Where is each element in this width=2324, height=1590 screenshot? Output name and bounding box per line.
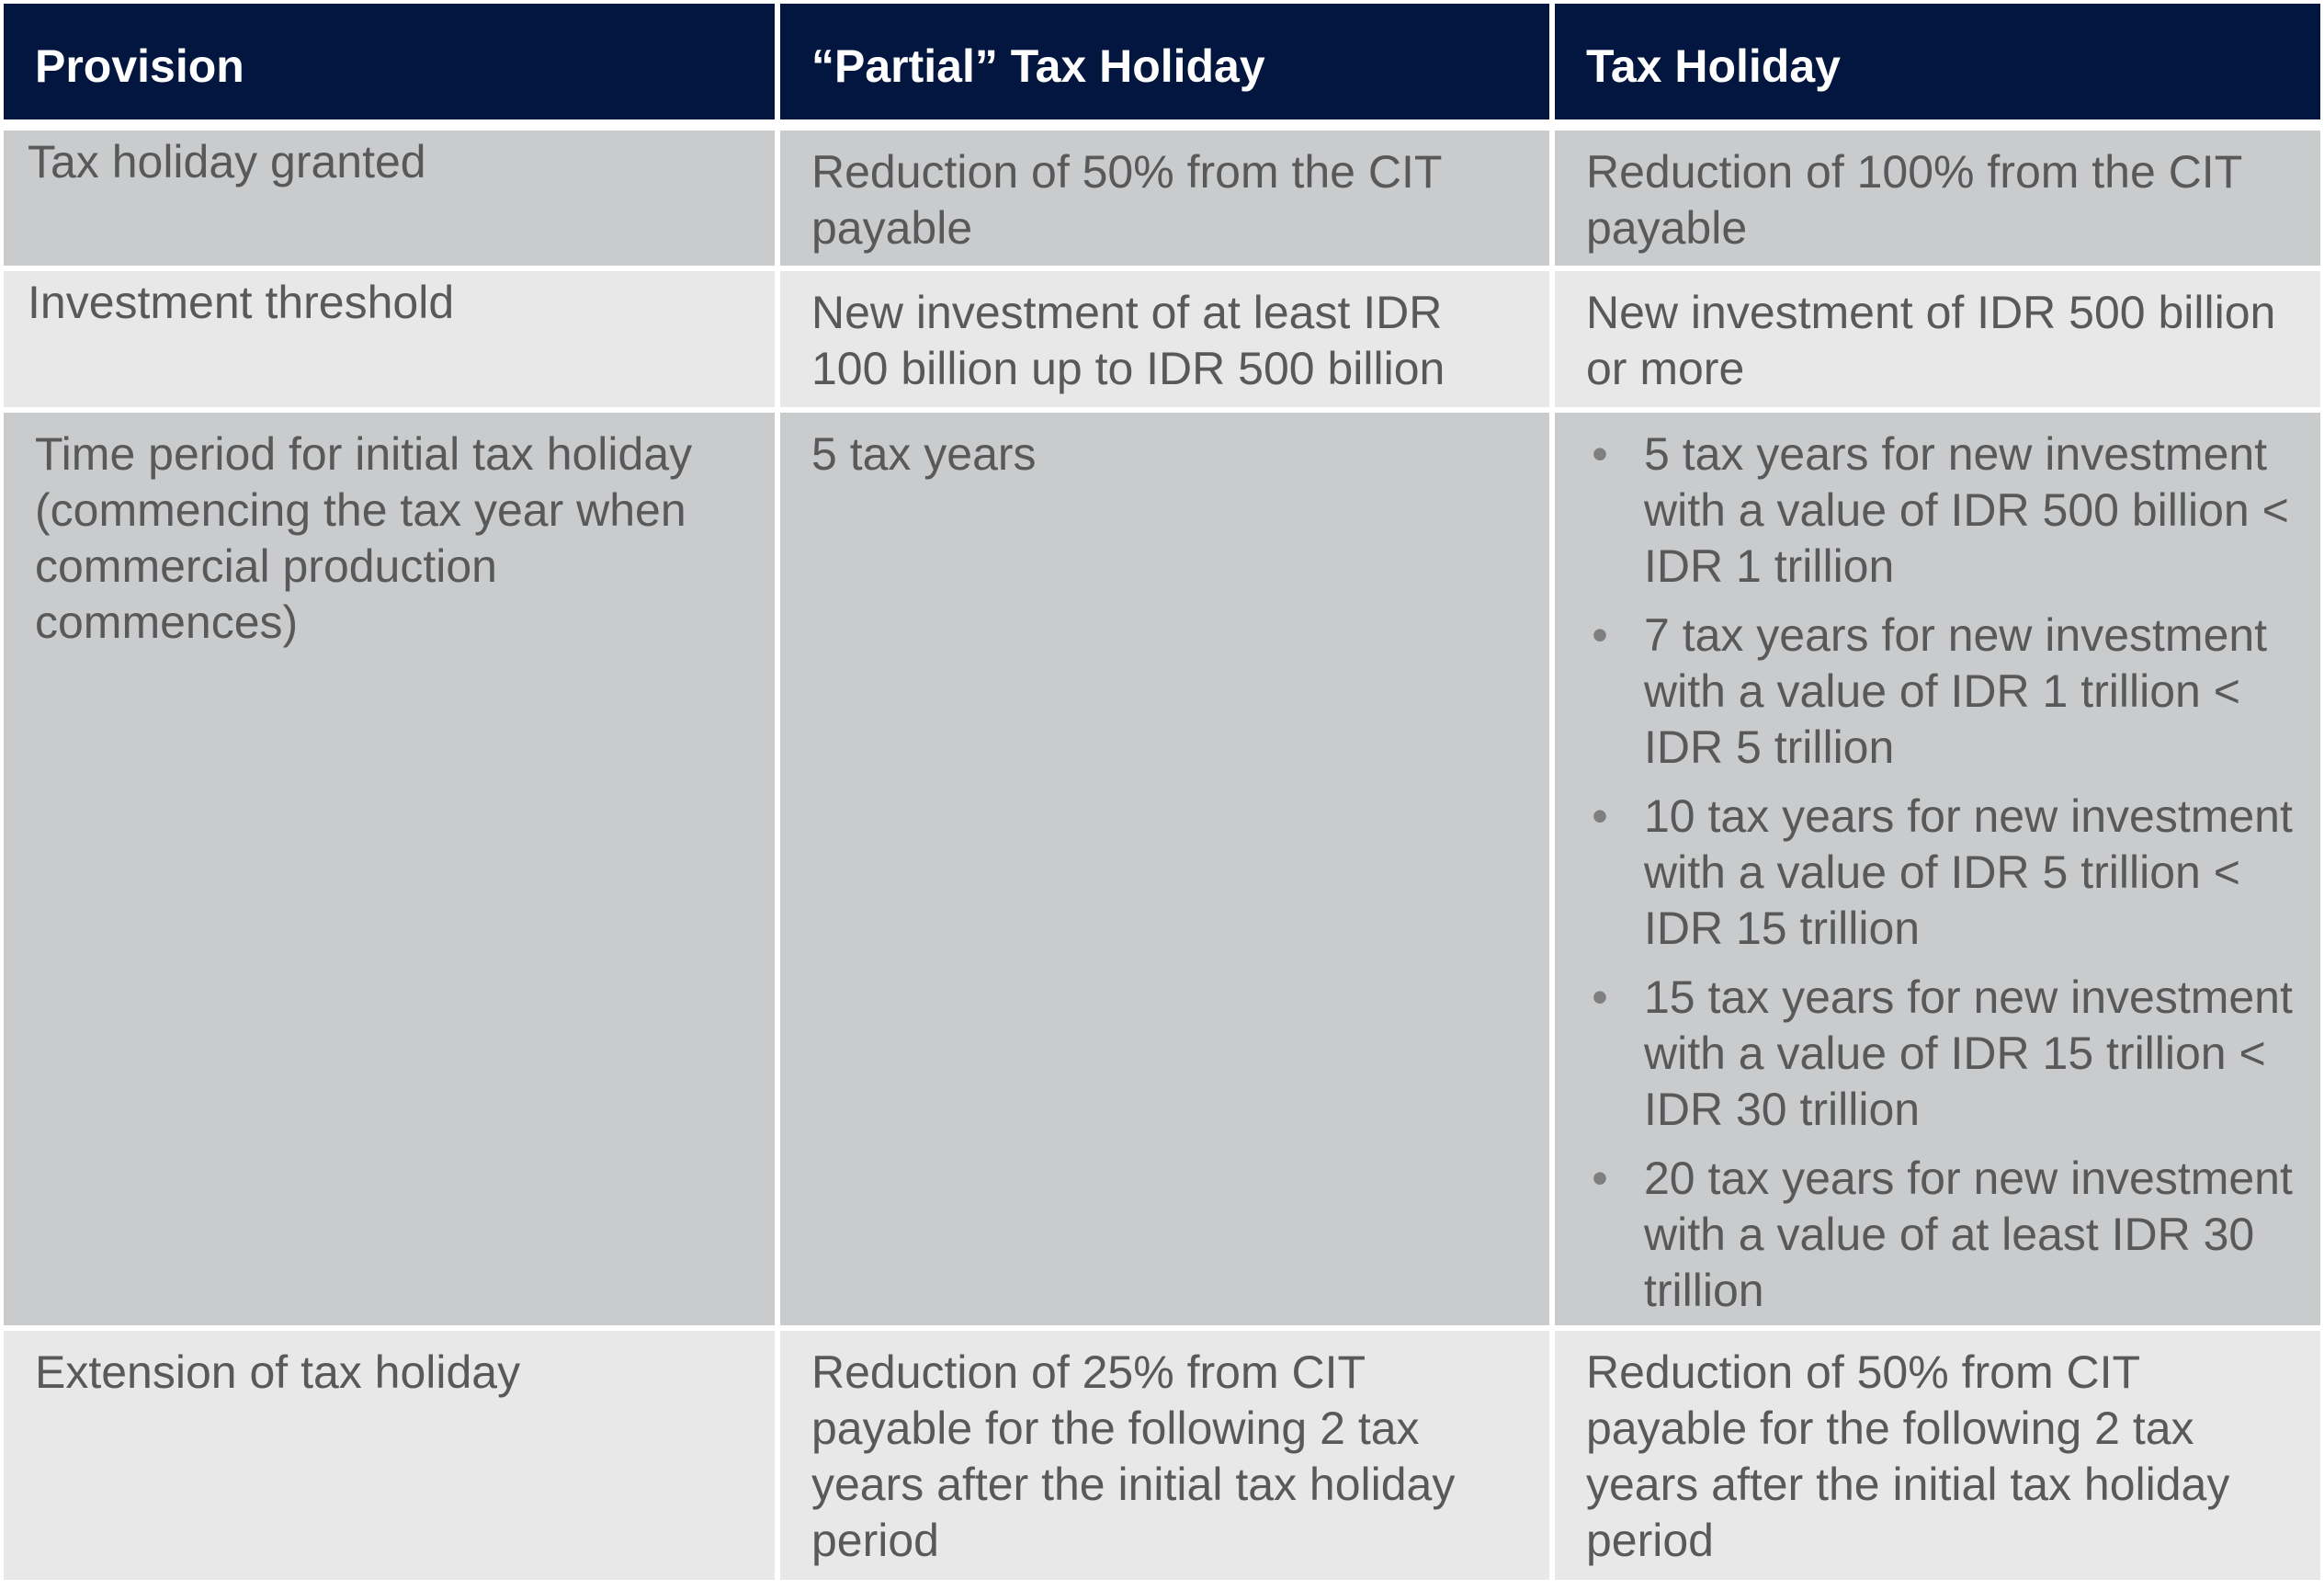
full-text: Reduction of 100% from the CIT payable [1586,146,2242,254]
provision-text: Time period for initial tax holiday (commencing the tax year when commercial production commences) [35,428,693,648]
row-investment-threshold-partial [780,271,1549,407]
header-tax-holiday [1555,4,2320,119]
header-provision-label: Provision [35,40,244,92]
row-time-period-full [1555,413,2320,1325]
row-tax-holiday-granted-partial [780,131,1549,266]
partial-text: Reduction of 50% from the CIT payable [811,146,1442,254]
row-time-period-provision [4,413,775,1325]
row-extension-full [1555,1331,2320,1580]
bullet-text: 10 tax years for new investment with a value of IDR 5 trillion < IDR 15 trillion [1644,790,2293,954]
row-time-period-partial [780,413,1549,1325]
row-investment-threshold-provision [4,271,775,407]
partial-text: 5 tax years [811,428,1037,480]
row-extension-partial [780,1331,1549,1580]
row-tax-holiday-granted-full [1555,131,2320,266]
full-text: New investment of IDR 500 billion or more [1586,287,2276,394]
row-extension-provision [4,1331,775,1580]
bullet-icon: • [1592,1153,1608,1204]
bullet-text: 7 tax years for new investment with a value of IDR 1 trillion < IDR 5 trillion [1644,609,2268,773]
bullet-icon: • [1592,971,1608,1023]
provision-text: Investment threshold [28,277,455,328]
bullet-list [1586,426,2302,1319]
header-partial-label: “Partial” Tax Holiday [811,40,1265,92]
bullet-text: 5 tax years for new investment with a value of IDR 500 billion < IDR 1 trillion [1644,428,2289,592]
list-item [1586,970,2302,1138]
provision-text: Extension of tax holiday [35,1346,521,1398]
partial-text: Reduction of 25% from CIT payable for the following 2 tax years after the initial tax holiday period [811,1346,1456,1566]
bullet-icon: • [1592,790,1608,842]
row-tax-holiday-granted-provision [4,131,775,266]
header-provision [4,4,775,119]
list-item [1586,608,2302,776]
bullet-text: 20 tax years for new investment with a value of at least IDR 30 trillion [1644,1153,2293,1316]
full-text: Reduction of 50% from CIT payable for the following 2 tax years after the initial tax holiday period [1586,1346,2230,1566]
partial-text: New investment of at least IDR 100 billion up to IDR 500 billion [811,287,1445,394]
bullet-icon: • [1592,609,1608,661]
bullet-text: 15 tax years for new investment with a value of IDR 15 trillion < IDR 30 trillion [1644,971,2293,1135]
bullet-icon: • [1592,428,1608,480]
header-partial-tax-holiday [780,4,1549,119]
header-tax-holiday-label: Tax Holiday [1586,40,1841,92]
row-investment-threshold-full [1555,271,2320,407]
list-item [1586,1151,2302,1319]
provision-text: Tax holiday granted [28,136,426,187]
list-item [1586,426,2302,595]
list-item [1586,789,2302,957]
